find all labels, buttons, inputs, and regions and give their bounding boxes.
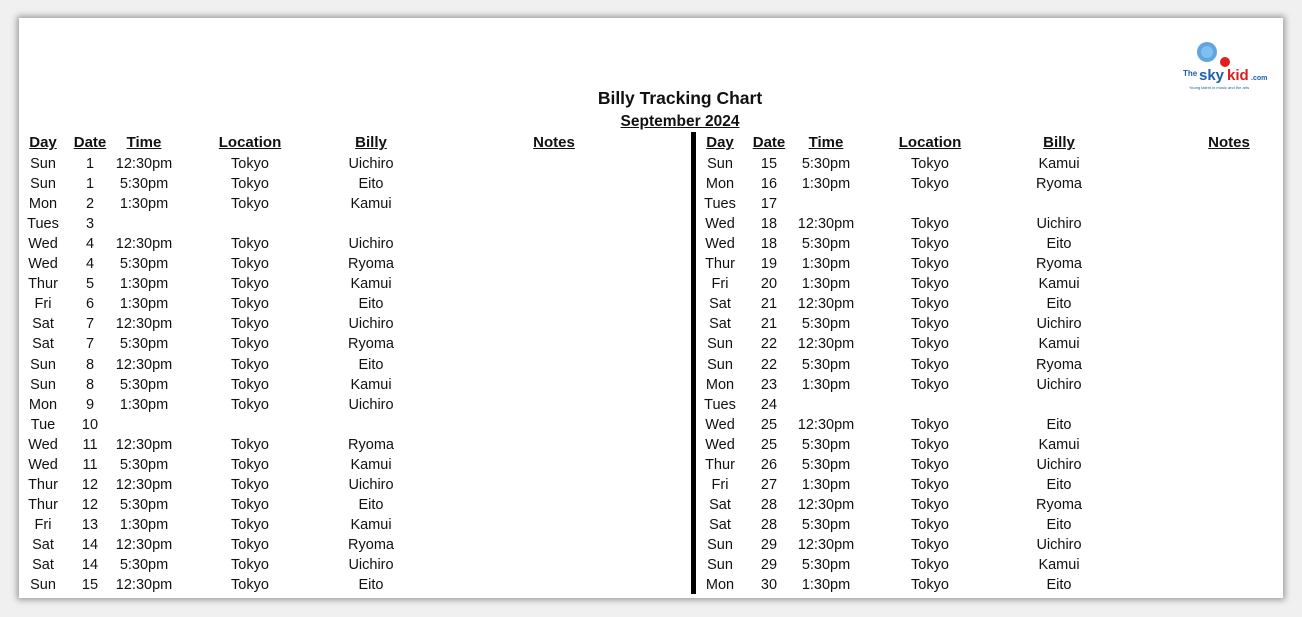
cell-location: Tokyo xyxy=(911,156,949,172)
chart-title: Billy Tracking Chart xyxy=(597,88,763,108)
cell-date: 5 xyxy=(85,276,95,293)
cell-location: Tokyo xyxy=(911,336,949,353)
header-billy-left: Billy xyxy=(355,134,387,151)
cell-billy: Eito xyxy=(1046,296,1072,313)
cell-date: 15 xyxy=(81,577,99,594)
cell-billy: Kamui xyxy=(350,516,392,533)
cell-day: Sat xyxy=(709,296,731,313)
cell-billy: Ryoma xyxy=(1036,176,1082,193)
cell-time: 5:30pm xyxy=(119,557,169,573)
cell-date: 4 xyxy=(85,256,95,273)
cell-billy: Eito xyxy=(1046,476,1072,493)
cell-day: Mon xyxy=(28,196,58,213)
cell-time: 1:30pm xyxy=(119,196,169,213)
cell-time: 1:30pm xyxy=(801,176,851,193)
cell-billy: Ryoma xyxy=(348,256,394,273)
cell-billy: Ryoma xyxy=(348,336,394,353)
cell-date: 20 xyxy=(760,276,778,293)
cell-date: 16 xyxy=(760,176,778,193)
cell-time: 5:30pm xyxy=(119,376,169,393)
cell-date: 2 xyxy=(85,196,95,213)
cell-location: Tokyo xyxy=(911,416,949,433)
cell-location: Tokyo xyxy=(231,436,269,453)
cell-time: 12:30pm xyxy=(797,416,855,433)
cell-time: 5:30pm xyxy=(119,496,169,513)
cell-day: Wed xyxy=(705,416,735,433)
cell-location: Tokyo xyxy=(231,376,269,393)
cell-location: Tokyo xyxy=(231,196,269,213)
cell-location: Tokyo xyxy=(911,296,949,313)
cell-date: 22 xyxy=(760,336,778,353)
cell-time: 5:30pm xyxy=(801,156,851,172)
cell-day: Sat xyxy=(709,516,731,533)
header-time-left: Time xyxy=(126,134,162,151)
cell-time: 1:30pm xyxy=(801,276,851,293)
cell-billy: Uichiro xyxy=(348,557,394,573)
cell-location: Tokyo xyxy=(231,256,269,273)
cell-time: 5:30pm xyxy=(801,436,851,453)
cell-day: Sat xyxy=(32,536,54,553)
cell-date: 25 xyxy=(760,416,778,433)
cell-date: 13 xyxy=(81,516,99,533)
cell-time: 12:30pm xyxy=(797,216,855,233)
header-date-right: Date xyxy=(752,134,786,151)
cell-date: 7 xyxy=(85,316,95,333)
cell-time: 1:30pm xyxy=(801,376,851,393)
cell-day: Wed xyxy=(28,456,58,473)
cell-day: Tues xyxy=(704,396,736,413)
cell-date: 28 xyxy=(760,516,778,533)
cell-billy: Ryoma xyxy=(1036,356,1082,373)
cell-date: 27 xyxy=(760,476,778,493)
cell-billy: Eito xyxy=(358,296,384,313)
cell-date: 18 xyxy=(760,236,778,253)
cell-location: Tokyo xyxy=(231,456,269,473)
cell-location: Tokyo xyxy=(231,316,269,333)
cell-day: Sun xyxy=(30,577,56,594)
cell-day: Wed xyxy=(705,236,735,253)
cell-location: Tokyo xyxy=(911,557,949,573)
cell-day: Fri xyxy=(711,476,729,493)
cell-billy: Kamui xyxy=(350,456,392,473)
cell-billy: Uichiro xyxy=(1036,316,1082,333)
header-billy-right: Billy xyxy=(1043,134,1075,151)
cell-time: 12:30pm xyxy=(115,236,173,253)
cell-day: Wed xyxy=(28,436,58,453)
cell-billy: Eito xyxy=(358,356,384,373)
cell-billy: Uichiro xyxy=(1036,456,1082,473)
cell-date: 17 xyxy=(760,196,778,213)
cell-location: Tokyo xyxy=(231,516,269,533)
cell-date: 19 xyxy=(760,256,778,273)
cell-day: Wed xyxy=(705,216,735,233)
cell-time: 1:30pm xyxy=(119,516,169,533)
cell-billy: Kamui xyxy=(1038,336,1080,353)
cell-day: Thur xyxy=(28,276,58,293)
svg-text:.com: .com xyxy=(1251,75,1268,82)
cell-day: Mon xyxy=(705,577,735,594)
cell-billy: Kamui xyxy=(1038,276,1080,293)
cell-billy: Ryoma xyxy=(348,536,394,553)
cell-date: 23 xyxy=(760,376,778,393)
cell-date: 25 xyxy=(760,436,778,453)
svg-text:kid: kid xyxy=(1227,67,1249,84)
cell-time: 12:30pm xyxy=(797,536,855,553)
cell-time: 5:30pm xyxy=(801,356,851,373)
cell-date: 11 xyxy=(82,456,98,473)
cell-date: 3 xyxy=(85,216,95,233)
cell-location: Tokyo xyxy=(231,577,269,594)
cell-date: 29 xyxy=(760,536,778,553)
cell-day: Sat xyxy=(32,316,54,333)
cell-day: Thur xyxy=(705,256,735,273)
cell-billy: Uichiro xyxy=(1036,536,1082,553)
cell-billy: Uichiro xyxy=(1036,216,1082,233)
cell-day: Wed xyxy=(705,436,735,453)
cell-billy: Kamui xyxy=(350,376,392,393)
cell-day: Sat xyxy=(32,336,54,353)
cell-date: 12 xyxy=(81,496,99,513)
cell-billy: Eito xyxy=(358,176,384,193)
cell-billy: Uichiro xyxy=(348,156,394,172)
svg-text:Young talent in music and the: Young talent in music and the arts xyxy=(1189,85,1250,90)
cell-day: Tues xyxy=(704,196,736,213)
cell-time: 12:30pm xyxy=(115,316,173,333)
cell-day: Sun xyxy=(707,356,733,373)
cell-date: 21 xyxy=(760,296,778,313)
cell-location: Tokyo xyxy=(911,236,949,253)
cell-date: 28 xyxy=(760,496,778,513)
cell-time: 5:30pm xyxy=(119,176,169,193)
cell-billy: Ryoma xyxy=(348,436,394,453)
cell-location: Tokyo xyxy=(911,456,949,473)
cell-location: Tokyo xyxy=(911,476,949,493)
cell-time: 1:30pm xyxy=(119,296,169,313)
cell-billy: Kamui xyxy=(1038,436,1080,453)
cell-date: 30 xyxy=(760,577,778,594)
cell-location: Tokyo xyxy=(231,356,269,373)
cell-location: Tokyo xyxy=(231,176,269,193)
cell-location: Tokyo xyxy=(911,436,949,453)
cell-billy: Uichiro xyxy=(348,316,394,333)
cell-billy: Kamui xyxy=(350,276,392,293)
cell-billy: Eito xyxy=(1046,236,1072,253)
header-day-right: Day xyxy=(706,134,734,151)
cell-date: 14 xyxy=(81,536,99,553)
cell-billy: Uichiro xyxy=(348,396,394,413)
cell-location: Tokyo xyxy=(231,536,269,553)
cell-date: 6 xyxy=(85,296,95,313)
cell-date: 15 xyxy=(760,156,778,172)
header-location-left: Location xyxy=(218,134,282,151)
cell-date: 9 xyxy=(85,396,95,413)
header-date-left: Date xyxy=(73,134,107,151)
cell-billy: Eito xyxy=(358,496,384,513)
cell-time: 12:30pm xyxy=(797,496,855,513)
cell-date: 4 xyxy=(85,236,95,253)
cell-date: 8 xyxy=(85,376,95,393)
cell-location: Tokyo xyxy=(231,156,269,172)
cell-day: Sun xyxy=(707,156,733,172)
cell-time: 12:30pm xyxy=(797,336,855,353)
cell-location: Tokyo xyxy=(911,496,949,513)
cell-time: 5:30pm xyxy=(801,316,851,333)
header-day-left: Day xyxy=(29,134,57,151)
cell-time: 5:30pm xyxy=(801,516,851,533)
cell-day: Sun xyxy=(707,336,733,353)
cell-day: Mon xyxy=(28,396,58,413)
cell-billy: Eito xyxy=(1046,416,1072,433)
cell-location: Tokyo xyxy=(231,276,269,293)
cell-billy: Uichiro xyxy=(348,236,394,253)
cell-billy: Eito xyxy=(358,577,384,594)
cell-day: Wed xyxy=(28,236,58,253)
cell-time: 5:30pm xyxy=(801,236,851,253)
cell-billy: Eito xyxy=(1046,516,1072,533)
cell-time: 12:30pm xyxy=(797,296,855,313)
cell-date: 14 xyxy=(81,557,99,573)
cell-day: Sat xyxy=(709,316,731,333)
column-divider xyxy=(691,132,696,594)
cell-day: Sun xyxy=(707,557,733,573)
cell-time: 12:30pm xyxy=(115,577,173,594)
cell-day: Fri xyxy=(34,516,52,533)
cell-date: 24 xyxy=(760,396,778,413)
cell-date: 26 xyxy=(760,456,778,473)
cell-billy: Uichiro xyxy=(1036,376,1082,393)
cell-location: Tokyo xyxy=(231,476,269,493)
cell-billy: Kamui xyxy=(1038,156,1080,172)
cell-location: Tokyo xyxy=(911,316,949,333)
cell-day: Sun xyxy=(707,536,733,553)
cell-time: 12:30pm xyxy=(115,356,173,373)
cell-location: Tokyo xyxy=(911,376,949,393)
cell-date: 7 xyxy=(85,336,95,353)
cell-date: 18 xyxy=(760,216,778,233)
cell-day: Tue xyxy=(30,416,56,433)
cell-time: 1:30pm xyxy=(119,396,169,413)
cell-location: Tokyo xyxy=(231,236,269,253)
cell-time: 12:30pm xyxy=(115,536,173,553)
cell-location: Tokyo xyxy=(911,216,949,233)
cell-location: Tokyo xyxy=(911,256,949,273)
cell-location: Tokyo xyxy=(911,516,949,533)
cell-time: 5:30pm xyxy=(119,256,169,273)
cell-day: Thur xyxy=(28,496,58,513)
cell-location: Tokyo xyxy=(911,536,949,553)
cell-location: Tokyo xyxy=(231,496,269,513)
cell-day: Sun xyxy=(30,356,56,373)
cell-billy: Kamui xyxy=(350,196,392,213)
cell-time: 1:30pm xyxy=(801,476,851,493)
header-notes-left: Notes xyxy=(533,134,575,151)
cell-billy: Ryoma xyxy=(1036,496,1082,513)
cell-date: 1 xyxy=(85,156,95,172)
cell-location: Tokyo xyxy=(911,276,949,293)
cell-date: 29 xyxy=(760,557,778,573)
svg-text:The: The xyxy=(1183,69,1198,78)
header-time-right: Time xyxy=(808,134,844,151)
cell-day: Sat xyxy=(32,557,54,573)
cell-day: Sun xyxy=(30,376,56,393)
cell-billy: Uichiro xyxy=(348,476,394,493)
cell-date: 21 xyxy=(760,316,778,333)
cell-time: 12:30pm xyxy=(115,476,173,493)
cell-time: 5:30pm xyxy=(119,336,169,353)
cell-time: 12:30pm xyxy=(115,156,173,172)
cell-day: Sun xyxy=(30,156,56,172)
cell-day: Tues xyxy=(27,216,59,233)
cell-date: 1 xyxy=(85,176,95,193)
cell-date: 8 xyxy=(85,356,95,373)
cell-date: 22 xyxy=(760,356,778,373)
cell-time: 12:30pm xyxy=(115,436,173,453)
cell-day: Fri xyxy=(34,296,52,313)
cell-day: Sat xyxy=(709,496,731,513)
cell-billy: Kamui xyxy=(1038,557,1080,573)
cell-location: Tokyo xyxy=(231,396,269,413)
cell-billy: Ryoma xyxy=(1036,256,1082,273)
cell-location: Tokyo xyxy=(911,356,949,373)
cell-location: Tokyo xyxy=(231,557,269,573)
svg-text:sky: sky xyxy=(1199,67,1225,84)
cell-day: Fri xyxy=(711,276,729,293)
header-location-right: Location xyxy=(898,134,962,151)
cell-day: Sun xyxy=(30,176,56,193)
cell-time: 1:30pm xyxy=(119,276,169,293)
cell-time: 1:30pm xyxy=(801,256,851,273)
cell-day: Mon xyxy=(705,176,735,193)
cell-billy: Eito xyxy=(1046,577,1072,594)
cell-location: Tokyo xyxy=(231,296,269,313)
cell-time: 1:30pm xyxy=(801,577,851,594)
cell-location: Tokyo xyxy=(911,577,949,594)
cell-day: Thur xyxy=(28,476,58,493)
cell-location: Tokyo xyxy=(231,336,269,353)
cell-time: 5:30pm xyxy=(801,456,851,473)
cell-location: Tokyo xyxy=(911,176,949,193)
cell-time: 5:30pm xyxy=(119,456,169,473)
cell-date: 11 xyxy=(82,436,98,453)
cell-day: Wed xyxy=(28,256,58,273)
header-notes-right: Notes xyxy=(1208,134,1250,151)
spreadsheet-page xyxy=(19,18,1283,598)
cell-date: 12 xyxy=(81,476,99,493)
cell-day: Mon xyxy=(705,376,735,393)
cell-day: Thur xyxy=(705,456,735,473)
chart-subtitle: September 2024 xyxy=(620,113,740,130)
cell-date: 10 xyxy=(81,416,99,433)
cell-time: 5:30pm xyxy=(801,557,851,573)
